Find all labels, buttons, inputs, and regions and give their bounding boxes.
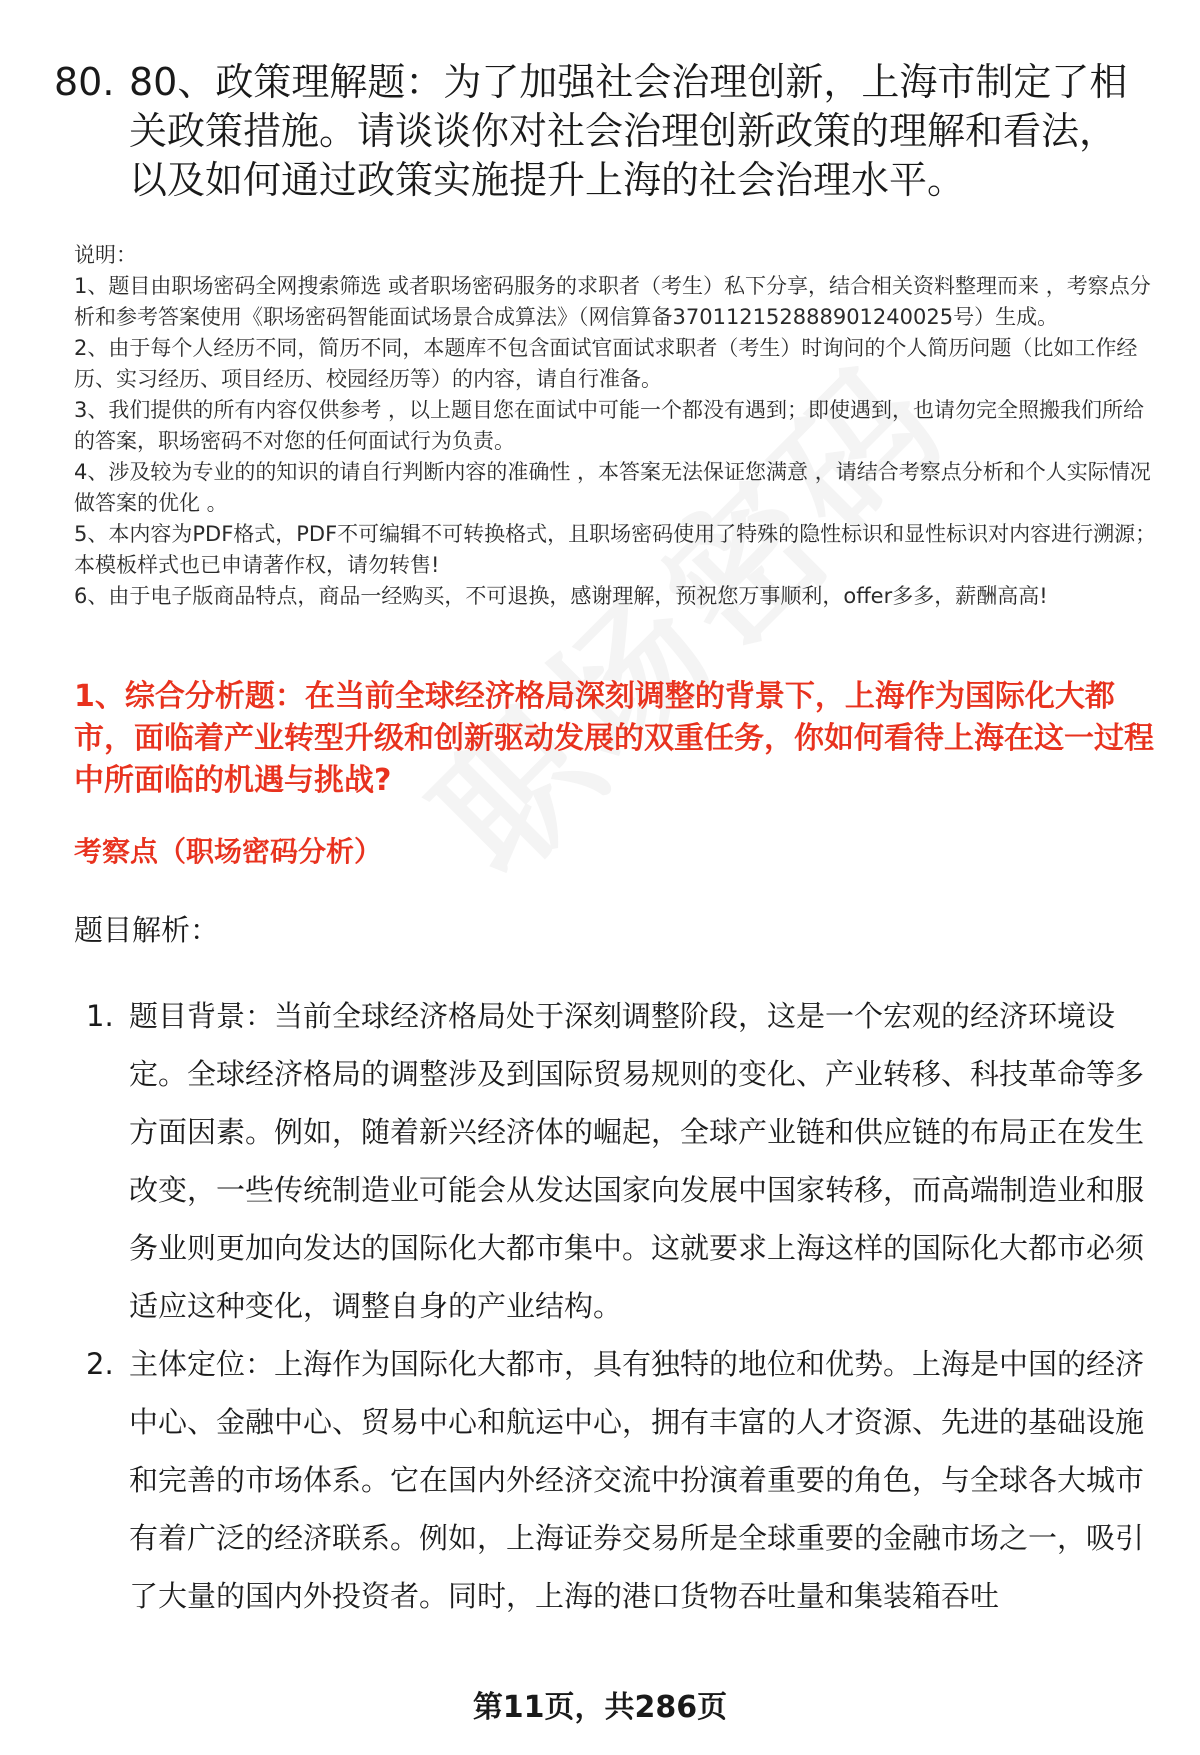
kaochadian-heading: 考察点（职场密码分析） (74, 835, 383, 868)
note-item: 5、本内容为PDF格式，PDF不可编辑不可转换格式，且职场密码使用了特殊的隐性标识和显性标识对内容进行溯源；本模板样式也已申请著作权，请勿转售! (74, 522, 1157, 577)
list-item-marker: 1. (86, 999, 114, 1033)
analysis-list (74, 987, 1144, 1625)
note-item: 1、题目由职场密码全网搜索筛选 或者职场密码服务的求职者（考生）私下分享，结合相关资料整理而来 ，考察点分析和参考答案使用《职场密码智能面试场景合成算法》（网信算备370112152888901240025号）生成。 (74, 274, 1151, 329)
note-item: 6、由于电子版商品特点，商品一经购买，不可退换，感谢理解，预祝您万事顺利，offer多多，薪酬高高! (74, 584, 1048, 608)
list-item-text: 题目背景：当前全球经济格局处于深刻调整阶段，这是一个宏观的经济环境设定。全球经济格局的调整涉及到国际贸易规则的变化、产业转移、科技革命等多方面因素。例如，随着新兴经济体的崛起，全球产业链和供应链的布局正在发生改变，一些传统制造业可能会从发达国家向发展中国家转移，而高端制造业和服务业则更加向发达的国际化大都市集中。这就要求上海这样的国际化大都市必须适应这种变化，调整自身的产业结构。 (129, 999, 1145, 1323)
list-item (74, 1335, 1144, 1625)
notes-section (74, 240, 1164, 612)
list-item-marker: 2. (86, 1347, 114, 1381)
list-item-text: 主体定位：上海作为国际化大都市，具有独特的地位和优势。上海是中国的经济中心、金融中心、贸易中心和航运中心，拥有丰富的人才资源、先进的基础设施和完善的市场体系。它在国内外经济交流中扮演着重要的角色，与全球各大城市有着广泛的经济联系。例如，上海证券交易所是全球重要的金融市场之一，吸引了大量的国内外投资者。同时，上海的港口货物吞吐量和集装箱吞吐 (129, 1347, 1145, 1613)
question-1-heading: 1、综合分析题：在当前全球经济格局深刻调整的背景下，上海作为国际化大都市，面临着产业转型升级和创新驱动发展的双重任务，你如何看待上海在这一过程中所面临的机遇与挑战? (74, 679, 1154, 798)
note-item: 4、涉及较为专业的的知识的请自行判断内容的准确性 ，本答案无法保证您满意 ，请结合考察点分析和个人实际情况做答案的优化 。 (74, 460, 1151, 515)
question-80-text: 80、政策理解题：为了加强社会治理创新，上海市制定了相关政策措施。请谈谈你对社会治理创新政策的理解和看法，以及如何通过政策实施提升上海的社会治理水平。 (129, 60, 1128, 202)
page-footer: 第11页，共286页 (472, 1690, 728, 1725)
question-80-number: 80. (54, 60, 115, 104)
timujiexi-label: 题目解析： (74, 913, 220, 947)
question-80 (54, 58, 1154, 205)
note-item: 3、我们提供的所有内容仅供参考 ，以上题目您在面试中可能一个都没有遇到；即使遇到，也请勿完全照搬我们所给的答案，职场密码不对您的任何面试行为负责。 (74, 398, 1145, 453)
note-item: 2、由于每个人经历不同，简历不同，本题库不包含面试官面试求职者（考生）时询问的个人简历问题（比如工作经历、实习经历、项目经历、校园经历等）的内容，请自行准备。 (74, 336, 1138, 391)
notes-title: 说明： (74, 243, 137, 267)
list-item (74, 987, 1144, 1335)
